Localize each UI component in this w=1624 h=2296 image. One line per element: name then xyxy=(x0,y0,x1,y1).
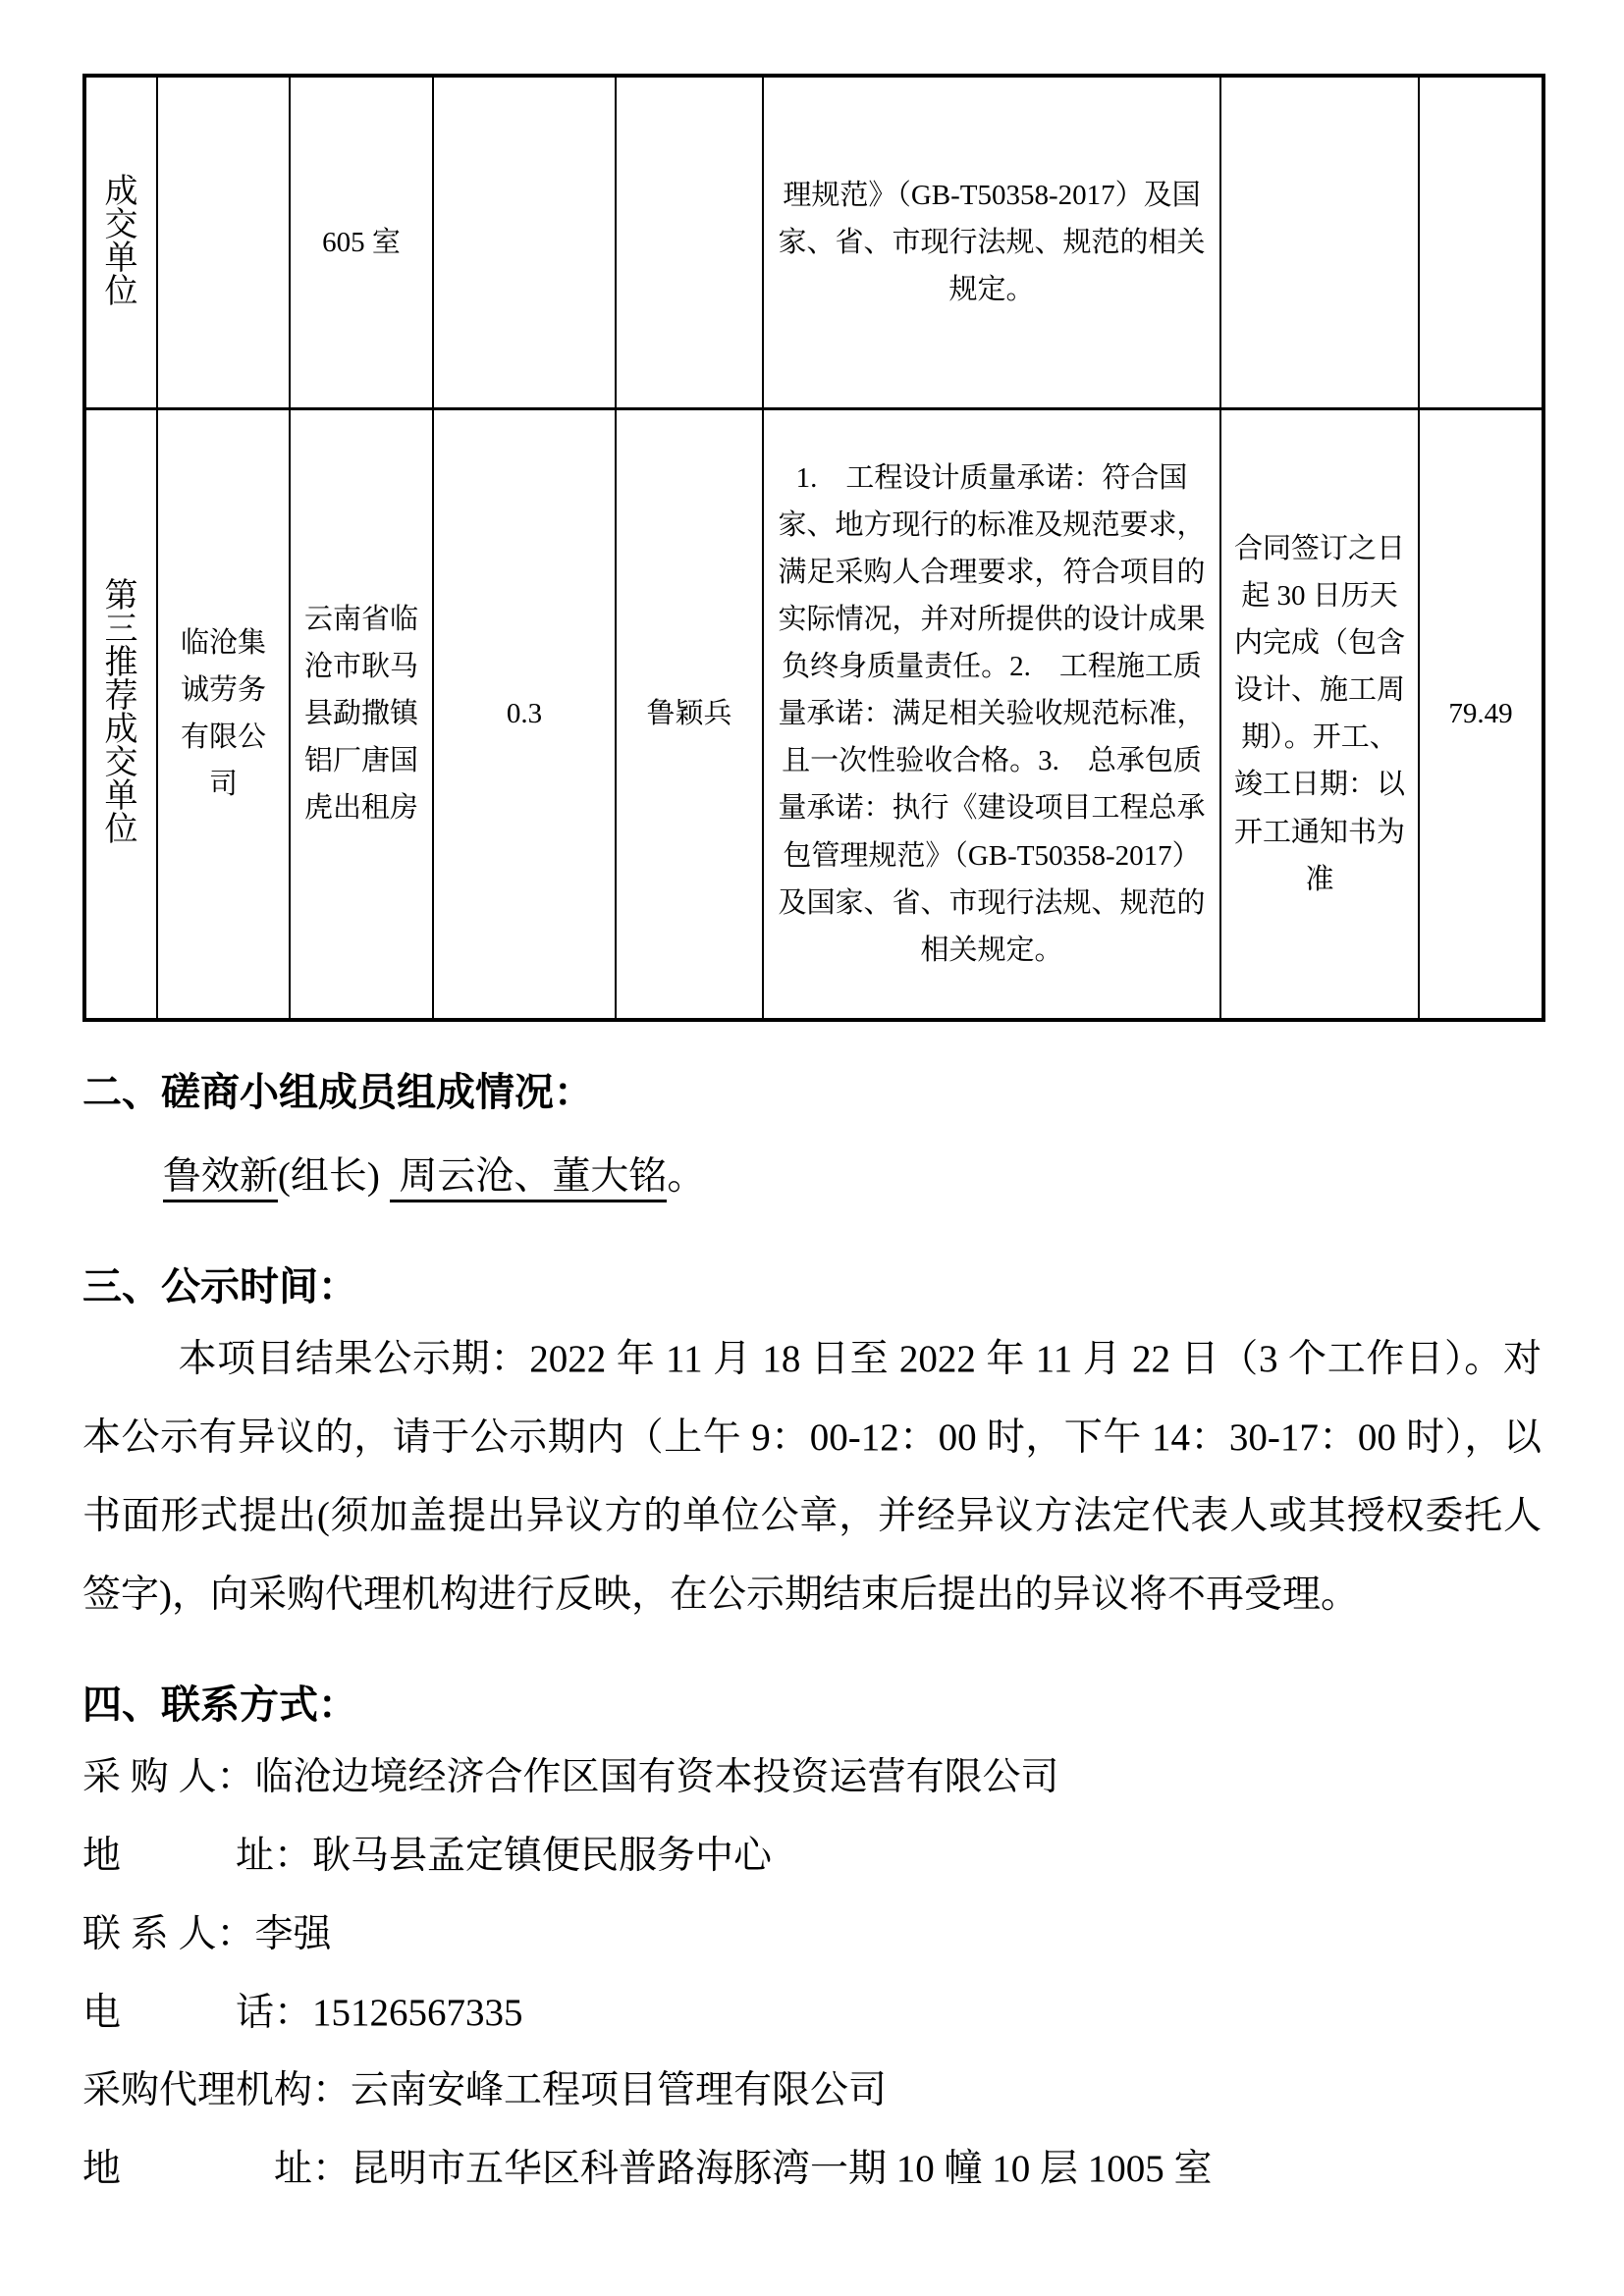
contact-line-agency-address xyxy=(82,2130,1542,2209)
commitment-cell: 理规范》（GB-T50358-2017）及国家、省、市现行法规、规范的相关规定。 xyxy=(763,76,1220,408)
contact-label: 地 址： xyxy=(82,1834,313,1877)
member-names: 周云沧、董大铭 xyxy=(390,1155,668,1202)
contact-value: 耿马县孟定镇便民服务中心 xyxy=(312,1834,773,1877)
contact-value: 云南安峰工程项目管理有限公司 xyxy=(351,2069,888,2112)
row-label: 成 交 单 位 xyxy=(104,173,138,310)
contact-label: 采 购 人： xyxy=(82,1755,255,1798)
contact-line-purchaser xyxy=(82,1738,1542,1817)
leader-role: (组长) xyxy=(277,1155,390,1198)
address-cell: 605 室 xyxy=(290,76,433,408)
row-label-cell xyxy=(84,408,157,1020)
section-heading-contact: 四、联系方式： xyxy=(82,1682,357,1727)
commitment-cell: 1. 工程设计质量承诺：符合国家、地方现行的标准及规范要求，满足采购人合理要求，符合项目的实际情况，并对所提供的设计成果负终身质量责任。2. 工程施工质量承诺：满足相关验收规范标准，且一次性验收合格。3. 总承包质量承诺：执行《建设项目工程总承包管理规范》（GB-T50358-2017）及国家、省、市现行法规、规范的相关规定。 xyxy=(763,408,1220,1020)
company-cell xyxy=(157,76,290,408)
leader-name: 鲁效新 xyxy=(163,1155,278,1202)
contact-label: 采购代理机构： xyxy=(82,2069,352,2112)
contact-label: 联 系 人： xyxy=(82,1912,255,1955)
section-heading-publicity-time: 三、公示时间： xyxy=(82,1264,357,1308)
company-cell xyxy=(157,408,290,1020)
sentence-period: 。 xyxy=(667,1155,706,1198)
table-row-awarded-unit xyxy=(84,76,1543,408)
designer-cell xyxy=(616,76,763,408)
section-heading-group-members: 二、磋商小组成员组成情况： xyxy=(82,1071,593,1114)
contact-block xyxy=(82,1738,1542,2210)
contact-line-contact-person xyxy=(82,1896,1542,1974)
contact-label: 电 话： xyxy=(82,1991,313,2034)
contact-line-phone xyxy=(82,1974,1542,2053)
contact-line-purchaser-address xyxy=(82,1817,1542,1896)
contact-value: 临沧边境经济合作区国有资本投资运营有限公司 xyxy=(254,1755,1059,1798)
contact-value: 15126567335 xyxy=(312,1991,523,2034)
contact-value: 李强 xyxy=(254,1912,332,1955)
row-label: 第 三 推 荐 成 交 单 位 xyxy=(104,578,138,849)
contact-value: 昆明市五华区科普路海豚湾一期 10 幢 10 层 1005 室 xyxy=(351,2148,1213,2191)
publicity-paragraph: 本项目结果公示期：2022 年 11 月 18 日至 2022 年 11 月 22 日（3 个工作日）。对本公示有异议的，请于公示期内（上午 9：00-12：00 时，下午 14：30-17：00 时），以书面形式提出(须加盖提出异议方的单位公章，并经异议方法定代表人或其授权委托人签字)，向采购代理机构进行反映，在公示期结束后提出的异议将不再受理。 xyxy=(82,1337,1542,1616)
table-row-third-recommended-unit xyxy=(84,408,1543,1020)
address-cell: 云南省临沧市耿马县勐撒镇铝厂唐国虎出租房 xyxy=(290,408,433,1020)
contact-line-agency xyxy=(82,2052,1542,2130)
schedule-cell xyxy=(1220,76,1419,408)
company-name: 临沧集诚劳务有限公司 xyxy=(180,627,266,801)
score-cell: 79.49 xyxy=(1419,408,1543,1020)
row-label-cell xyxy=(84,76,157,408)
designer-cell: 鲁颖兵 xyxy=(616,408,763,1020)
design-rate-cell xyxy=(433,76,616,408)
design-rate-cell: 0.3 xyxy=(433,408,616,1020)
schedule-cell: 合同签订之日起 30 日历天内完成（包含设计、施工周期）。开工、竣工日期：以开工通知书为准 xyxy=(1220,408,1419,1020)
members-line xyxy=(82,1138,1542,1216)
contact-label: 地 址： xyxy=(82,2148,352,2191)
score-cell xyxy=(1419,76,1543,408)
award-results-table xyxy=(82,74,1545,1022)
